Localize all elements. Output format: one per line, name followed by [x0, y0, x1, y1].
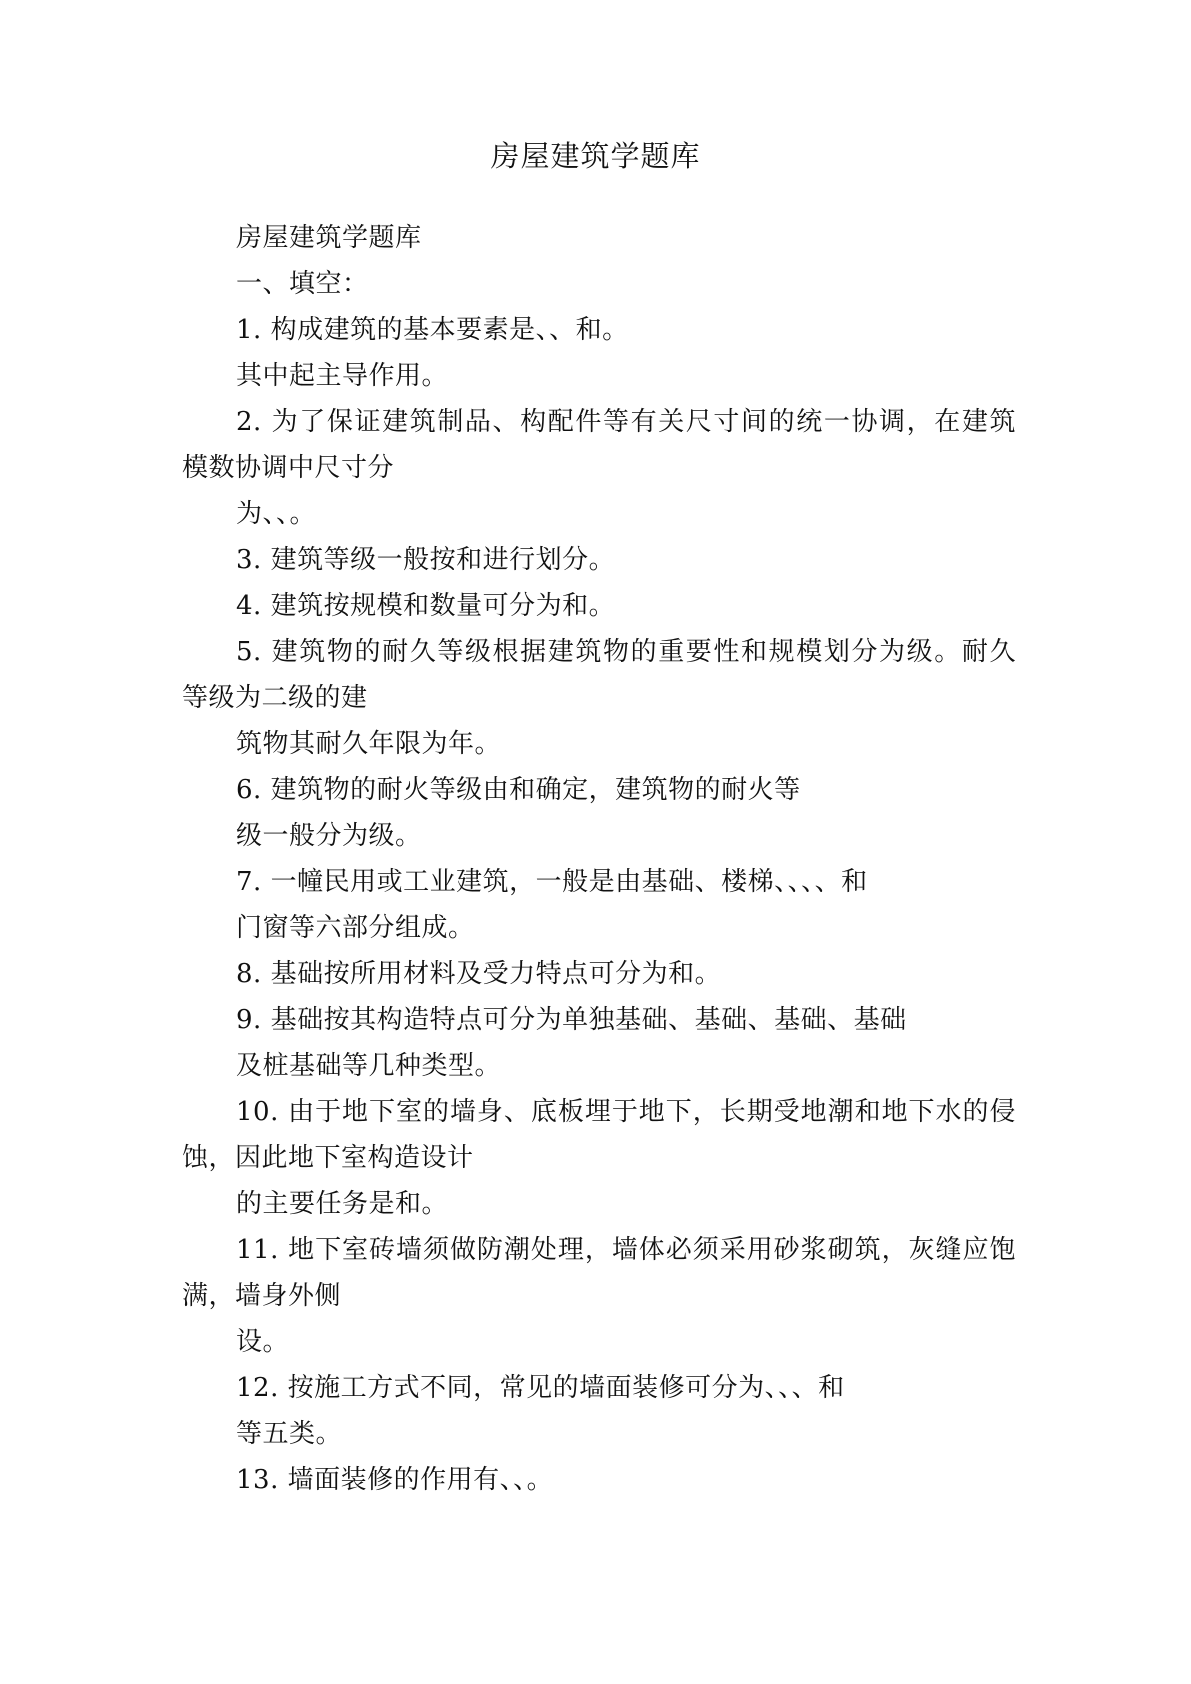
question-10-wrap: 蚀，因此地下室构造设计 [182, 1143, 474, 1173]
question-11-continuation: 设。 [236, 1327, 290, 1357]
question-6: 6. 建筑物的耐火等级由和确定，建筑物的耐火等 [236, 775, 801, 805]
question-5-continuation: 筑物其耐久年限为年。 [236, 729, 502, 759]
question-2-continuation: 为、、。 [236, 499, 317, 529]
question-7: 7. 一幢民用或工业建筑，一般是由基础、楼梯、、、、和 [236, 867, 868, 897]
question-10-continuation: 的主要任务是和。 [236, 1189, 449, 1219]
question-9-continuation: 及桩基础等几种类型。 [236, 1051, 502, 1081]
question-5: 5. 建筑物的耐久等级根据建筑物的重要性和规模划分为级。耐久 [236, 637, 1016, 667]
question-11-wrap: 满，墙身外侧 [182, 1281, 342, 1311]
document-body [182, 215, 1016, 1503]
body-heading: 房屋建筑学题库 [236, 223, 422, 253]
question-11: 11. 地下室砖墙须做防潮处理，墙体必须采用砂浆砌筑，灰缝应饱 [236, 1235, 1016, 1265]
question-13: 13. 墙面装修的作用有、、。 [236, 1465, 554, 1495]
question-1-continuation: 其中起主导作用。 [236, 361, 449, 391]
question-5-wrap: 等级为二级的建 [182, 683, 368, 713]
question-10: 10. 由于地下室的墙身、底板埋于地下，长期受地潮和地下水的侵 [236, 1097, 1016, 1127]
question-4: 4. 建筑按规模和数量可分为和。 [236, 591, 616, 621]
question-2: 2. 为了保证建筑制品、构配件等有关尺寸间的统一协调，在建筑 [236, 407, 1016, 437]
question-1: 1. 构成建筑的基本要素是、、和。 [236, 315, 629, 345]
question-12: 12. 按施工方式不同，常见的墙面装修可分为、、、和 [236, 1373, 845, 1403]
question-2-wrap: 模数协调中尺寸分 [182, 453, 395, 483]
question-6-continuation: 级一般分为级。 [236, 821, 422, 851]
question-8: 8. 基础按所用材料及受力特点可分为和。 [236, 959, 722, 989]
question-3: 3. 建筑等级一般按和进行划分。 [236, 545, 616, 575]
question-12-continuation: 等五类。 [236, 1419, 343, 1449]
section-heading: 一、填空： [236, 269, 369, 299]
document-title: 房屋建筑学题库 [490, 139, 701, 173]
question-9: 9. 基础按其构造特点可分为单独基础、基础、基础、基础 [236, 1005, 907, 1035]
question-7-continuation: 门窗等六部分组成。 [236, 913, 475, 943]
